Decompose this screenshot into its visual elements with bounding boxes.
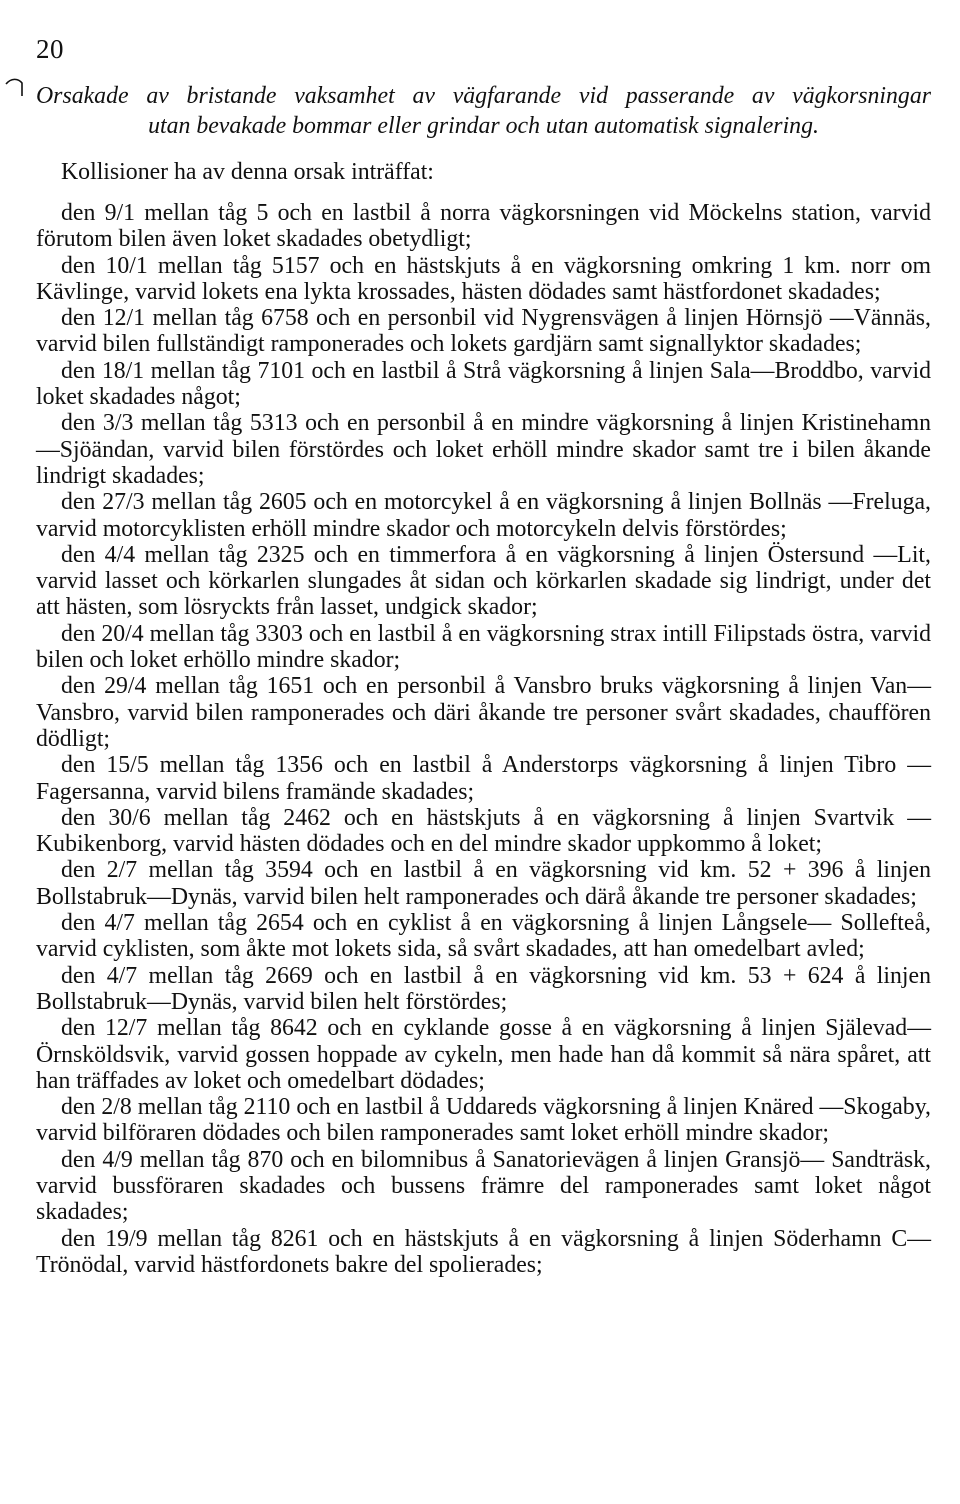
margin-hook-mark	[2, 74, 26, 98]
collision-entry: den 18/1 mellan tåg 7101 och en lastbil å Strå vägkorsning å linjen Sala—Broddbo, varvid loket skadades något;	[36, 357, 931, 411]
section-heading	[36, 82, 931, 141]
collision-entry: den 4/9 mellan tåg 870 och en bilomnibus å Sanatorievägen å linjen Gransjö— Sandträsk, varvid bussföraren skadades och bussens främre del ramponerades samt loket något skadades;	[36, 1146, 931, 1226]
collision-entry: den 4/7 mellan tåg 2669 och en lastbil å en vägkorsning vid km. 53 + 624 å linjen Bollstabruk—Dynäs, varvid bilen helt förstördes;	[36, 962, 931, 1015]
collision-entry: den 20/4 mellan tåg 3303 och en lastbil å en vägkorsning strax intill Filipstads östra, varvid bilen och loket erhöllo mindre skador;	[36, 620, 931, 674]
heading-line-1: Orsakade av bristande vaksamhet av vägfarande vid passerande av vägkorsningar	[36, 83, 931, 109]
collision-entry: den 4/4 mellan tåg 2325 och en timmerfora å en vägkorsning å linjen Östersund —Lit, varvid lasset och körkarlen slungades åt sidan och körkarlen skadade sig lindrigt, under det att hästen, som lösryckts från lasset, undgick skador;	[36, 541, 931, 621]
collision-entry: den 10/1 mellan tåg 5157 och en hästskjuts å en vägkorsning omkring 1 km. norr om Kävlinge, varvid lokets ena lykta krossades, hästen dödades samt hästfordonet skadades;	[36, 252, 931, 305]
collision-list	[36, 200, 931, 1278]
page-number: 20	[36, 34, 64, 64]
collision-entry: den 2/7 mellan tåg 3594 och en lastbil å en vägkorsning vid km. 52 + 396 å linjen Bollstabruk—Dynäs, varvid bilen helt ramponerades och därå åkande tre personer skadades;	[36, 857, 931, 910]
collision-entry: den 29/4 mellan tåg 1651 och en personbil å Vansbro bruks vägkorsning å linjen Van—Vansbro, varvid bilen ramponerades och däri åkande tre personer svårt skadades, chauffören dödligt;	[36, 673, 931, 752]
collision-entry: den 3/3 mellan tåg 5313 och en personbil å en mindre vägkorsning å linjen Kristinehamn—Sjöändan, varvid bilen förstördes och loket erhöll mindre skador samt tre i bilen åkande lindrigt skadades;	[36, 410, 931, 489]
collision-entry: den 12/7 mellan tåg 8642 och en cyklande gosse å en vägkorsning å linjen Själevad—Örnsköldsvik, varvid gossen hoppade av cykeln, men hade han då kommit så nära spåret, att han träffades av loket och omedelbart dödades;	[36, 1015, 931, 1094]
collision-entry: den 9/1 mellan tåg 5 och en lastbil å norra vägkorsningen vid Möckelns station, varvid förutom bilen även loket skadades obetydligt;	[36, 200, 931, 253]
collision-entry: den 4/7 mellan tåg 2654 och en cyklist å en vägkorsning å linjen Långsele— Sollefteå, varvid cyklisten, som åkte mot lokets sida, så svårt skadades, att han omedelbart avled;	[36, 910, 931, 963]
collision-entry: den 15/5 mellan tåg 1356 och en lastbil å Anderstorps vägkorsning å linjen Tibro —Fagersanna, varvid bilens framände skadades;	[36, 752, 931, 805]
collision-entry: den 19/9 mellan tåg 8261 och en hästskjuts å en vägkorsning å linjen Söderhamn C—Trönödal, varvid hästfordonets bakre del spolierades;	[36, 1225, 931, 1278]
collision-entry: den 12/1 mellan tåg 6758 och en personbil vid Nygrensvägen å linjen Hörnsjö —Vännäs, varvid bilen fullständigt ramponerades och lokets gardjärn samt signallyktor skadades;	[36, 305, 931, 358]
collision-entry: den 2/8 mellan tåg 2110 och en lastbil å Uddareds vägkorsning å linjen Knäred —Skogaby, varvid bilföraren dödades och bilen ramponerades samt loket erhöll mindre skador;	[36, 1094, 931, 1147]
heading-line-2: utan bevakade bommar eller grindar och utan automatisk signalering.	[148, 112, 819, 139]
collision-entry: den 30/6 mellan tåg 2462 och en hästskjuts å en vägkorsning å linjen Svartvik —Kubikenborg, varvid hästen dödades och en del mindre skador uppkommo å loket;	[36, 804, 931, 858]
intro-text: Kollisioner ha av denna orsak inträffat:	[61, 159, 434, 185]
collision-entry: den 27/3 mellan tåg 2605 och en motorcykel å en vägkorsning å linjen Bollnäs —Freluga, varvid motorcyklisten erhöll mindre skador och motorcykeln delvis förstördes;	[36, 489, 931, 542]
